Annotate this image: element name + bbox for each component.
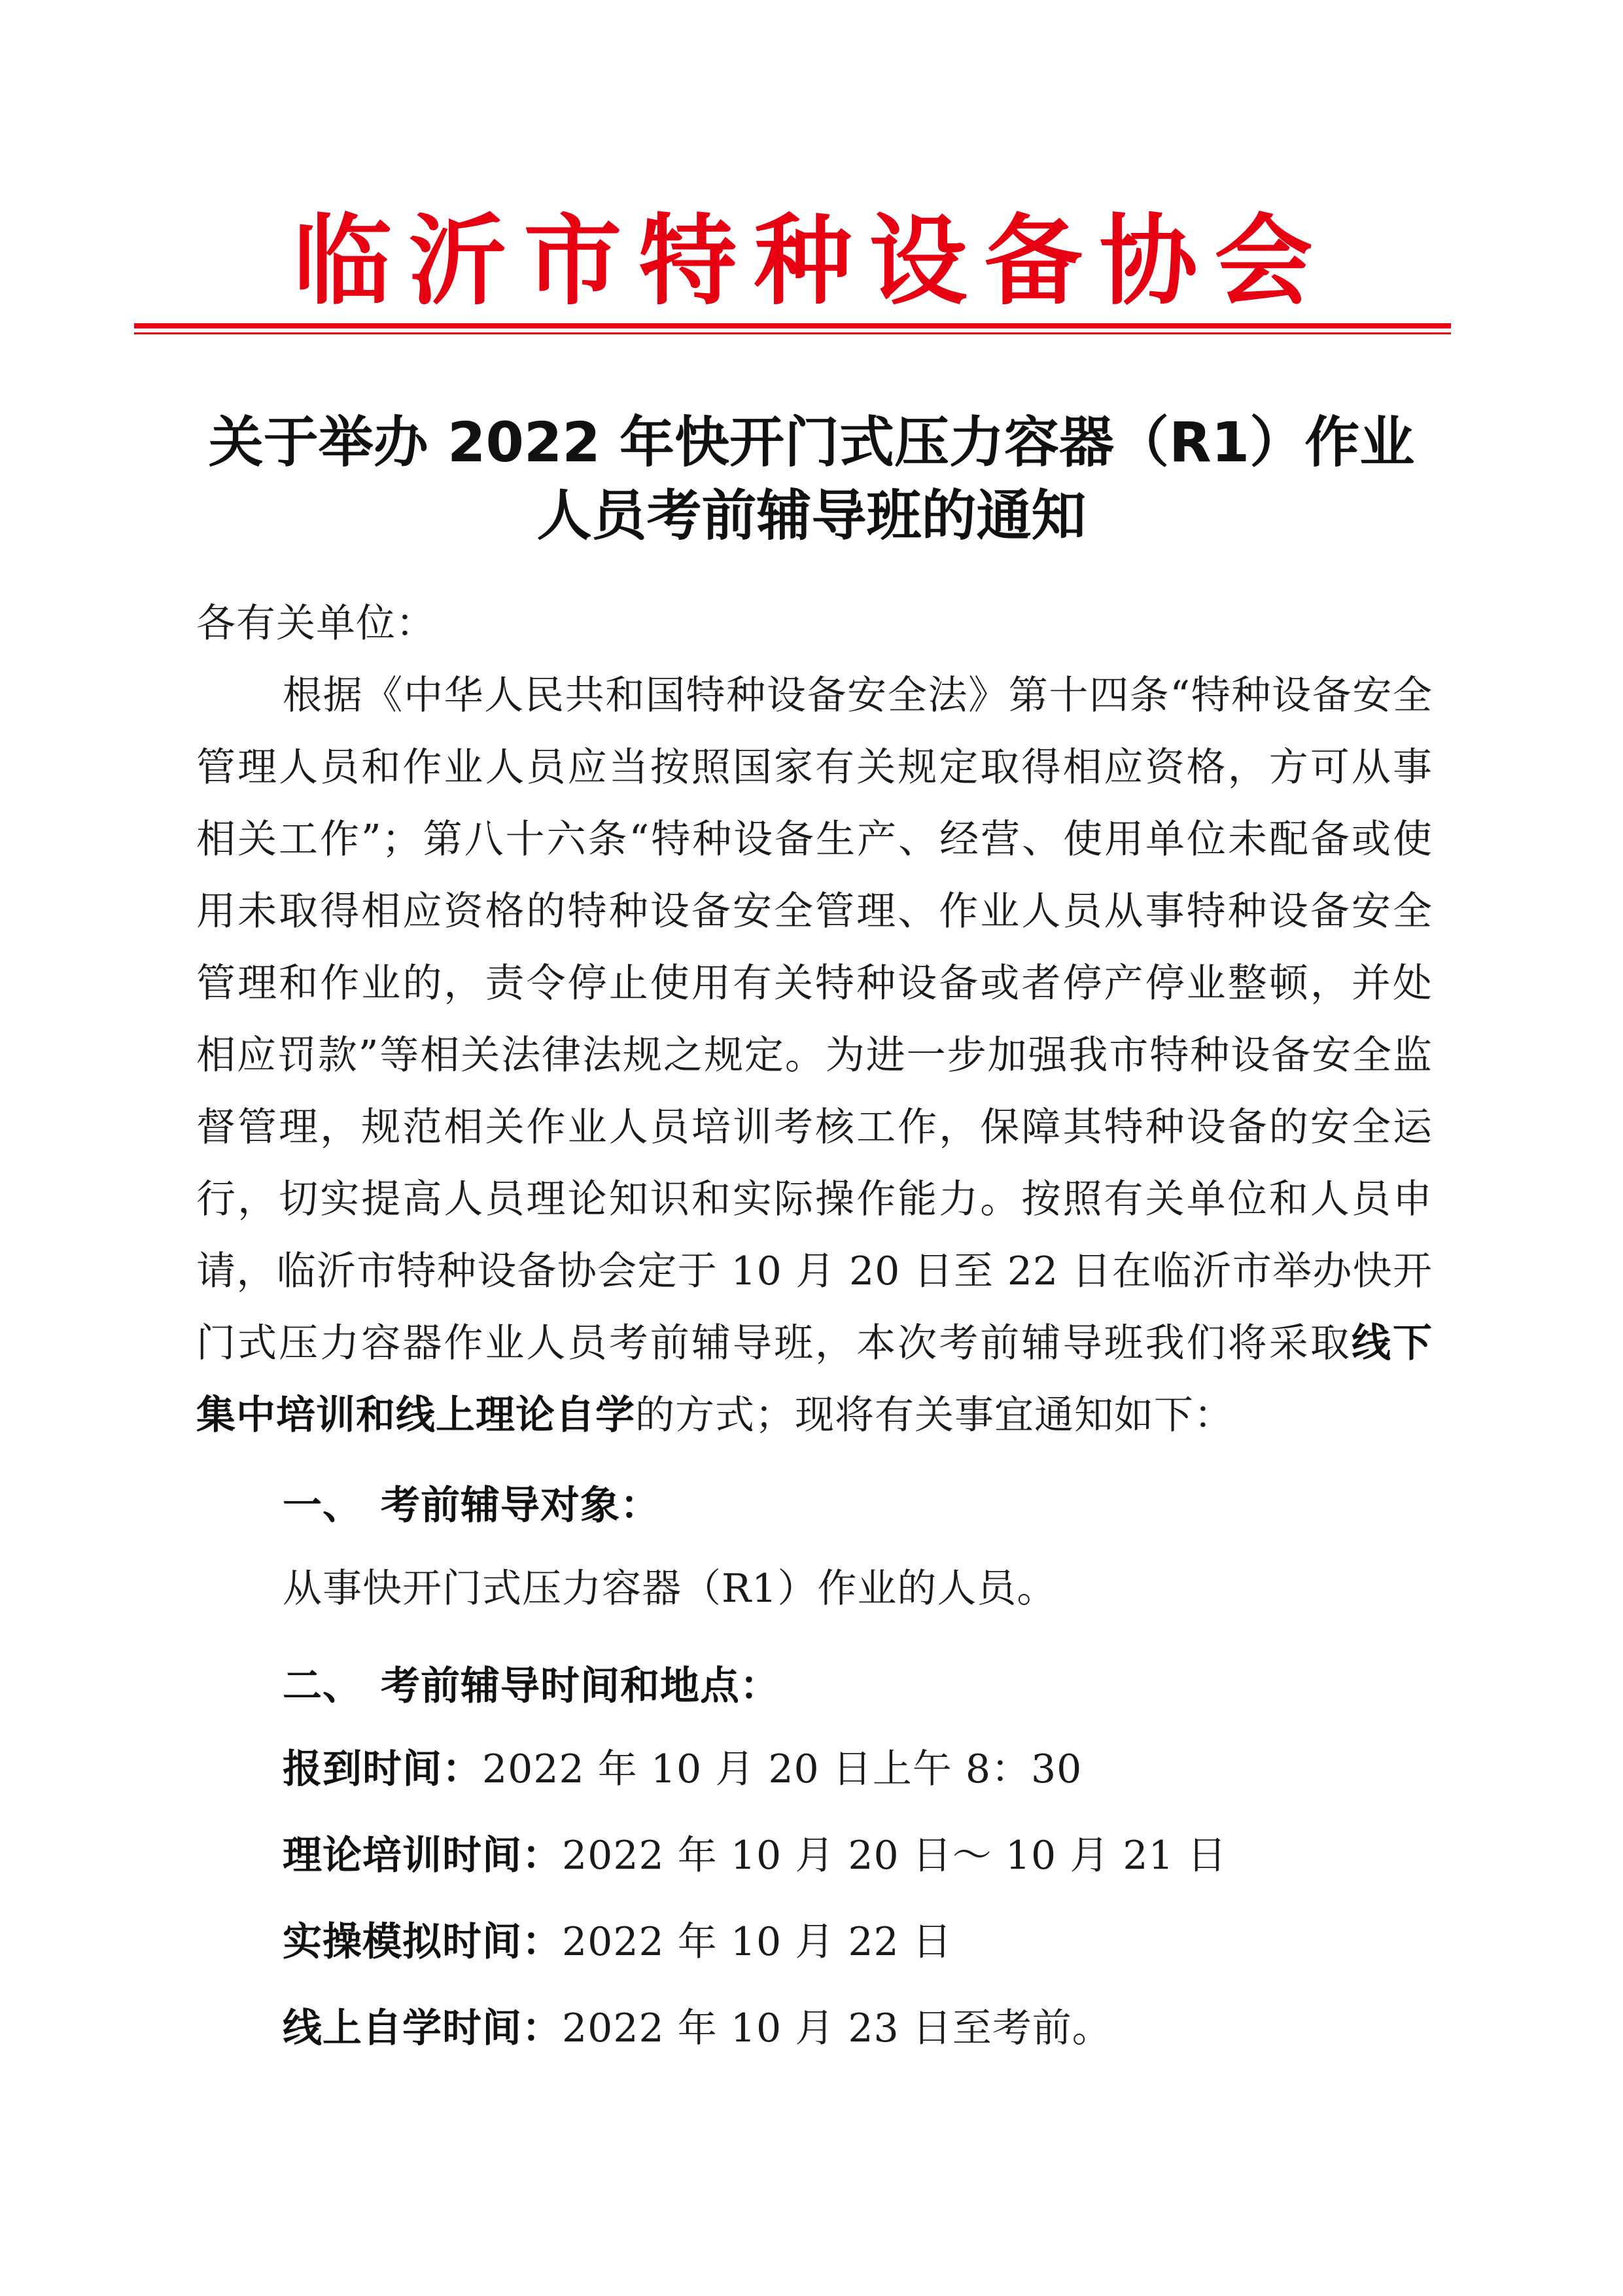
main-paragraph bbox=[196, 660, 1433, 1451]
letterhead-divider-thin bbox=[134, 332, 1451, 334]
schedule-item-checkin bbox=[196, 1726, 1433, 1812]
section-1-content: 从事快开门式压力容器（R1）作业的人员。 bbox=[283, 1566, 1057, 1612]
schedule-item-theory bbox=[196, 1812, 1433, 1899]
section-2-title: 考前辅导时间和地点： bbox=[381, 1663, 780, 1709]
schedule-item-label: 报到时间： bbox=[283, 1746, 482, 1792]
section-1-title: 考前辅导对象： bbox=[381, 1483, 660, 1528]
schedule-item-online bbox=[196, 1985, 1433, 2072]
notice-title-line-1: 关于举办 2022 年快开门式压力容器（R1）作业 bbox=[208, 410, 1415, 474]
schedule-item-label: 线上自学时间： bbox=[283, 2005, 562, 2051]
schedule-item-value: 2022 年 10 月 20 日～ 10 月 21 日 bbox=[562, 1833, 1227, 1879]
schedule-item-practice bbox=[196, 1899, 1433, 1985]
notice-title bbox=[131, 406, 1492, 552]
schedule-item-value: 2022 年 10 月 23 日至考前。 bbox=[562, 2005, 1112, 2051]
main-paragraph-text: 根据《中华人民共和国特种设备安全法》第十四条“特种设备安全管理人员和作业人员应当按照国家有关规定取得相应资格，方可从事相关工作”；第八十六条“特种设备生产、经营、使用单位未配备或使用未取得相应资格的特种设备安全管理、作业人员从事特种设备安全管理和作业的，责令停止使用有关特种设备或者停产停业整顿，并处相应罚款”等相关法律法规之规定。为进一步加强我市特种设备安全监督管理，规范相关作业人员培训考核工作，保障其特种设备的安全运行，切实提高人员理论知识和实际操作能力。按照有关单位和人员申请，临沂市特种设备协会定于 10 月 20 日至 22 日在临沂市举办快开门式压力容器作业人员考前辅导班，本次考前辅导班我们将采取 bbox=[196, 673, 1433, 1366]
section-2-number: 二、 bbox=[283, 1663, 362, 1709]
letterhead-divider-thick bbox=[134, 323, 1451, 328]
section-2-heading bbox=[196, 1646, 1433, 1726]
section-1-heading bbox=[196, 1466, 1433, 1545]
schedule-item-value: 2022 年 10 月 22 日 bbox=[562, 1919, 952, 1965]
schedule-item-label: 实操模拟时间： bbox=[283, 1919, 562, 1965]
section-1-number: 一、 bbox=[283, 1483, 362, 1528]
schedule-item-value: 2022 年 10 月 20 日上午 8：30 bbox=[482, 1746, 1083, 1792]
notice-title-line-2: 人员考前辅导班的通知 bbox=[536, 484, 1087, 548]
salutation: 各有关单位： bbox=[196, 601, 436, 646]
main-paragraph-emphasis: 线下集中培训和线上理论自学 bbox=[196, 1320, 1433, 1438]
schedule-item-label: 理论培训时间： bbox=[283, 1833, 562, 1879]
main-paragraph-ending: 的方式；现将有关事宜通知如下： bbox=[635, 1392, 1234, 1438]
org-letterhead-title: 临沂市特种设备协会 bbox=[293, 205, 1330, 319]
notice-body bbox=[196, 588, 1433, 2072]
